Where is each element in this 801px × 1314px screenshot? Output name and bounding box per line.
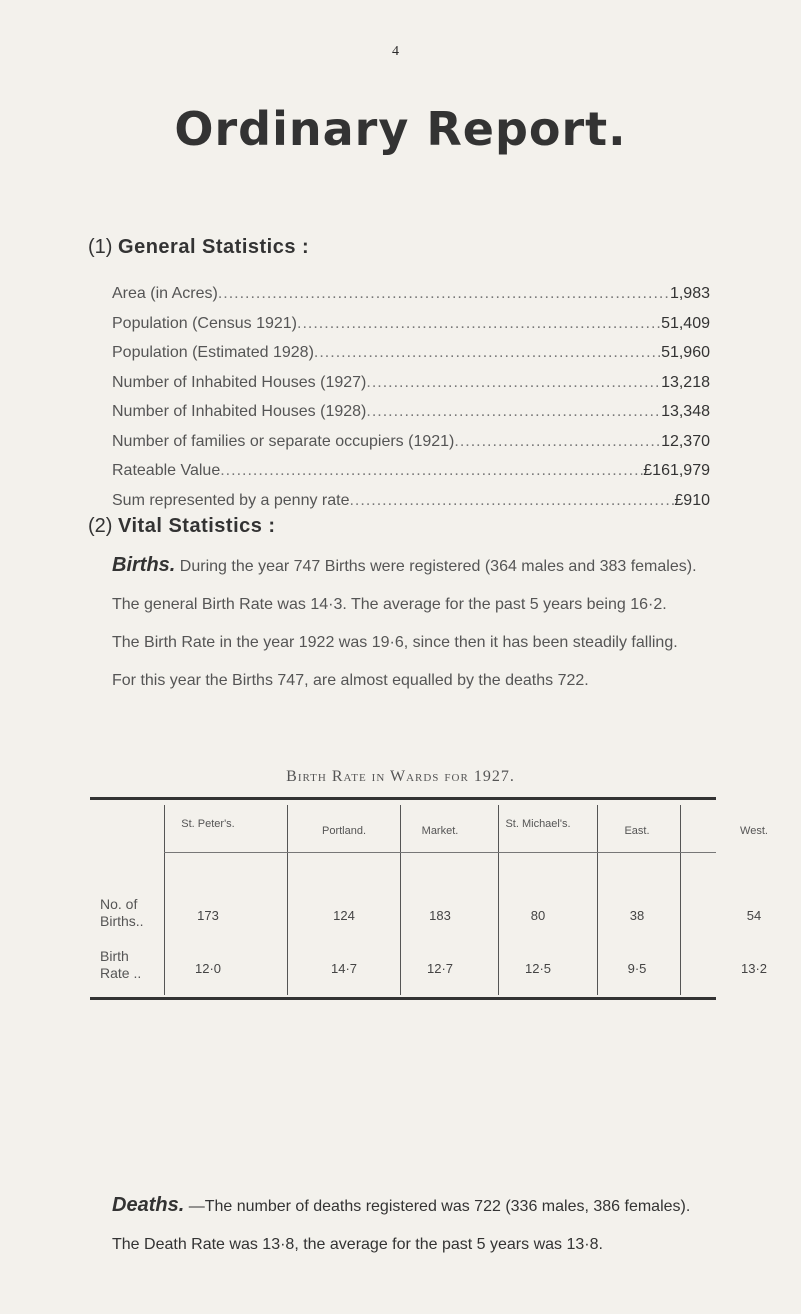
leader-dots	[314, 344, 661, 362]
births-paragraph-2: The general Birth Rate was 14·3. The average for the past 5 years being 16·2.	[112, 596, 667, 613]
stat-row	[112, 403, 710, 427]
stat-row	[112, 285, 710, 309]
stat-value: 12,370	[661, 432, 710, 450]
page-title: Ordinary Report.	[174, 102, 627, 156]
stat-label: Number of Inhabited Houses (1927)	[112, 373, 367, 391]
leader-dots	[366, 403, 661, 421]
vital-heading-text: Vital Statistics :	[118, 515, 276, 537]
table-cell: 80	[530, 908, 546, 923]
deaths-paragraph-2: The Death Rate was 13·8, the average for the past 5 years was 13·8.	[112, 1236, 603, 1253]
stat-value: £910	[674, 491, 710, 509]
table-cell: 12·5	[524, 961, 552, 976]
column-header: East.	[624, 825, 650, 837]
leader-dots	[454, 433, 661, 451]
vital-statistics-heading	[88, 515, 276, 538]
stat-value: 1,983	[669, 285, 710, 302]
row-label: Birth Rate ..	[100, 948, 142, 981]
stat-row	[112, 492, 710, 516]
header-underline	[164, 852, 716, 853]
births-paragraph-1	[88, 550, 716, 582]
births-heading: Births.	[112, 554, 176, 576]
column-header: Portland.	[321, 825, 367, 837]
deaths-paragraph-1	[88, 1190, 716, 1222]
general-statistics-heading	[88, 236, 309, 259]
table-cell: 14·7	[330, 961, 358, 976]
deaths-text-1: —The number of deaths registered was 722 (336 males, 386 females).	[188, 1198, 691, 1215]
stat-value: 13,348	[661, 403, 710, 420]
vital-heading-number: (2)	[88, 515, 113, 537]
column-header: St. Michael's.	[505, 818, 571, 830]
stat-value: 51,960	[661, 344, 710, 361]
stat-label: Number of families or separate occupiers (1921)	[112, 432, 455, 450]
general-heading-number: (1)	[88, 236, 113, 258]
table-cell: 38	[629, 908, 645, 923]
stat-label: Number of Inhabited Houses (1928)	[112, 403, 367, 420]
general-heading-text: General Statistics :	[118, 236, 310, 258]
table-cell: 183	[429, 908, 451, 923]
column-header: St. Peter's.	[181, 818, 235, 830]
table-cell: 9·5	[627, 961, 647, 976]
leader-dots	[220, 462, 643, 480]
table-cell: 54	[746, 908, 762, 923]
table-top-rule	[90, 797, 716, 800]
stat-label: Population (Estimated 1928)	[112, 344, 314, 361]
leader-dots	[218, 285, 670, 303]
stat-row	[112, 344, 710, 368]
births-text-1: During the year 747 Births were registered (364 males and 383 females).	[179, 558, 697, 575]
table-caption: Birth Rate in Wards for 1927.	[286, 768, 515, 785]
table-cell: 13·2	[740, 961, 768, 976]
table-cell: 12·0	[194, 961, 222, 976]
deaths-heading: Deaths.	[112, 1194, 185, 1216]
column-divider	[287, 805, 288, 995]
stat-label: Population (Census 1921)	[112, 314, 298, 332]
leader-dots	[297, 315, 661, 333]
table-cell: 124	[333, 908, 355, 923]
stat-row	[112, 315, 710, 339]
column-header: Market.	[421, 825, 459, 837]
stat-value: 13,218	[661, 373, 710, 391]
stat-value: 51,409	[661, 314, 710, 332]
row-label: No. of Births..	[100, 896, 144, 929]
stat-row	[112, 462, 710, 486]
column-divider	[164, 805, 165, 995]
births-paragraph-3: The Birth Rate in the year 1922 was 19·6, since then it has been steadily falling.	[112, 634, 678, 651]
column-header: West.	[740, 825, 768, 837]
page-number: 4	[392, 44, 399, 59]
stat-label: Rateable Value	[112, 462, 221, 479]
births-paragraph-4: For this year the Births 747, are almost equalled by the deaths 722.	[112, 672, 589, 689]
leader-dots	[349, 492, 674, 510]
table-cell: 12·7	[426, 961, 454, 976]
stat-label: Area (in Acres)	[112, 285, 218, 302]
stat-label: Sum represented by a penny rate	[112, 491, 350, 509]
deaths-section	[88, 1190, 716, 1260]
births-section	[88, 550, 716, 696]
stat-value: £161,979	[643, 462, 710, 479]
stat-row	[112, 374, 710, 398]
leader-dots	[366, 374, 661, 392]
table-cell: 173	[197, 908, 219, 923]
column-divider	[680, 805, 681, 995]
stat-row	[112, 433, 710, 457]
table-bottom-rule	[90, 997, 716, 1000]
